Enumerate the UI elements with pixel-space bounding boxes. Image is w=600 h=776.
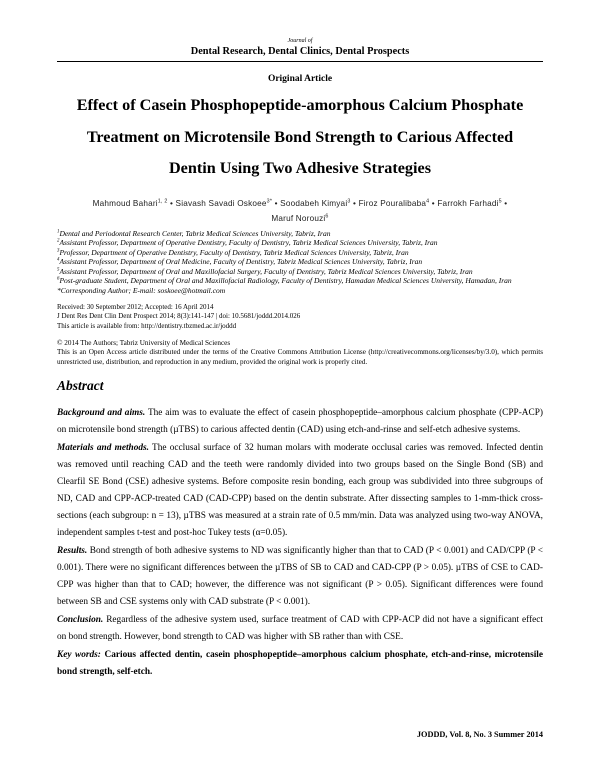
author-separator: • bbox=[353, 198, 357, 208]
author-affiliation-marker: 3* bbox=[266, 197, 273, 204]
title-line: Effect of Casein Phosphopeptide-amorphous Calcium Phosphate bbox=[76, 96, 524, 114]
abstract-keywords bbox=[57, 647, 543, 681]
abstract-results bbox=[57, 543, 543, 611]
article-title bbox=[57, 90, 543, 185]
author-affiliation-marker: 5 bbox=[498, 197, 502, 204]
section-text: The aim was to evaluate the effect of casein phosphopeptide–amorphous calcium phosphate (CPP-ACP) on microtensile bond strength (µTBS) to carious affected dentin (CAD) using etch-and-rinse and self-etch adhesive systems. bbox=[57, 407, 543, 435]
abstract-background bbox=[57, 405, 543, 439]
affiliation-list bbox=[57, 229, 543, 296]
journal-prefix: Journal of bbox=[287, 38, 313, 44]
affiliation bbox=[57, 229, 543, 239]
author-affiliation-marker: 3 bbox=[347, 197, 351, 204]
keywords-text: Carious affected dentin, casein phosphopeptide–amorphous calcium phosphate, etch-and-rinse, microtensile bond strength, self-etch. bbox=[57, 649, 543, 677]
author bbox=[359, 199, 430, 208]
publication-info bbox=[57, 303, 543, 332]
author-affiliation-marker: 1, 2 bbox=[157, 197, 168, 204]
author-separator: • bbox=[169, 198, 174, 208]
affiliation-text: Professor, Department of Operative Dentistry, Faculty of Dentistry, Tabriz Medical Sciences University, Tabriz, Iran bbox=[59, 247, 409, 257]
abstract-conclusion bbox=[57, 612, 543, 646]
affiliation-marker: 4 bbox=[57, 257, 60, 263]
affiliation-marker: 6 bbox=[57, 276, 60, 282]
section-text: Bond strength of both adhesive systems to ND was significantly higher than that to CAD (P < 0.001) and CAD/CPP (P < 0.001). There were no significant differences between the µTBS of SB to CAD and CAD-CPP (P > 0.05). µTBS of CSE to CAD-CPP was higher than that to CAD; however, the difference was not significant (P > 0.05). Significant differences were found between SB and CSE systems only with CAD substrate (P < 0.001). bbox=[57, 545, 543, 607]
author-separator: • bbox=[274, 198, 278, 208]
section-label: Background and aims. bbox=[57, 407, 146, 418]
availability-url: This article is available from: http://dentistry.tbzmed.ac.ir/joddd bbox=[57, 321, 237, 330]
affiliation-marker: 2 bbox=[57, 238, 60, 244]
license-text: This is an Open Access article distributed under the terms of the Creative Commons Attribution License (http://creativecommons.org/licenses/by/3.0), which permits unrestricted use, distribution, and reproduction in any medium, provided the original work is properly cited. bbox=[57, 348, 543, 366]
author-name: Soodabeh Kimyai bbox=[280, 198, 348, 208]
author-name: Firoz Pouralibaba bbox=[358, 198, 427, 208]
header-rule bbox=[57, 61, 543, 62]
corresponding-author: *Corresponding Author; E-mail: soskoee@hotmail.com bbox=[57, 286, 226, 296]
author-affiliation-marker: 4 bbox=[426, 197, 430, 204]
author-list bbox=[57, 196, 543, 226]
received-accepted-dates: Received: 30 September 2012; Accepted: 16 April 2014 bbox=[57, 302, 214, 311]
citation-doi: J Dent Res Dent Clin Dent Prospect 2014; 8(3):141-147 | doi: 10.5681/joddd.2014.026 bbox=[57, 312, 301, 321]
title-line: Dentin Using Two Adhesive Strategies bbox=[168, 159, 431, 177]
author-affiliation-marker: 6 bbox=[325, 212, 329, 219]
affiliation-marker: 1 bbox=[57, 229, 60, 234]
keywords-label: Key words: bbox=[57, 649, 101, 660]
abstract-body bbox=[57, 405, 543, 682]
author-separator: • bbox=[504, 198, 508, 208]
author bbox=[271, 214, 328, 223]
section-label: Results. bbox=[57, 545, 88, 556]
abstract-heading: Abstract bbox=[57, 378, 104, 393]
affiliation bbox=[57, 248, 543, 258]
affiliation-marker: 5 bbox=[57, 267, 60, 273]
author-name: Mahmoud Bahari bbox=[92, 198, 158, 208]
title-line: Treatment on Microtensile Bond Strength to Carious Affected bbox=[86, 127, 514, 146]
affiliation-text: Assistant Professor, Department of Oral Medicine, Faculty of Dentistry, Tabriz Medical Sciences University, Tabriz, Iran bbox=[59, 257, 423, 267]
section-text: Regardless of the adhesive system used, surface treatment of CAD with CPP-ACP did not have a significant effect on bond strength. However, bond strength to CAD was higher with SB rather than with CSE. bbox=[57, 614, 543, 642]
affiliation bbox=[57, 257, 543, 267]
license-block bbox=[57, 339, 543, 368]
affiliation bbox=[57, 238, 543, 248]
author-name: Maruf Norouzi bbox=[271, 213, 326, 223]
section-label: Conclusion. bbox=[57, 614, 104, 625]
affiliation-text: Assistant Professor, Department of Oral and Maxillofacial Surgery, Faculty of Dentistry, Tabriz Medical Sciences University, Tabriz, Iran bbox=[59, 266, 473, 276]
affiliation bbox=[57, 276, 543, 286]
copyright-line: © 2014 The Authors; Tabriz University of Medical Sciences bbox=[57, 338, 231, 347]
abstract-methods bbox=[57, 440, 543, 542]
author bbox=[280, 199, 350, 208]
affiliation-text: Post-graduate Student, Department of Oral and Maxillofacial Radiology, Faculty of Dentistry, Hamadan Medical Sciences University, Hamadan, Iran bbox=[59, 276, 512, 286]
author-separator: • bbox=[431, 198, 435, 208]
affiliation-text: Assistant Professor, Department of Operative Dentistry, Faculty of Dentistry, Tabriz Medical Sciences University, Tabriz, Iran bbox=[59, 238, 438, 248]
author-name: Siavash Savadi Oskoee bbox=[175, 198, 267, 208]
affiliation-text: Dental and Periodontal Research Center, Tabriz Medical Sciences University, Tabriz, Iran bbox=[59, 228, 331, 238]
journal-issue-footer: JODDD, Vol. 8, No. 3 Summer 2014 bbox=[416, 730, 543, 739]
section-text: The occlusal surface of 32 human molars with moderate occlusal caries was removed. Infected dentin was removed until reaching CAD and the teeth were randomly divided into two groups based on the Single Bond (SB) and Clearfil SE Bond (CSE) adhesive systems. Before composite resin bonding, each group was subdivided into three subgroups of ND, CAD and CPP-ACP-treated CAD (CAD-CPP) based on the dentin substrate. After dissecting samples to 1-mm-thick cross-sections (each subgroup: n = 13), µTBS was measured at a strain rate of 0.5 mm/min. Data was analyzed using two-way ANOVA, independent samples t-test and post-hoc Tukey tests (α=0.05). bbox=[57, 442, 543, 538]
affiliation-marker: 3 bbox=[57, 248, 60, 254]
author bbox=[93, 199, 168, 208]
article-type: Original Article bbox=[267, 74, 333, 84]
author bbox=[176, 199, 273, 208]
author-name: Farrokh Farhadi bbox=[437, 198, 499, 208]
affiliation bbox=[57, 267, 543, 277]
author bbox=[437, 199, 501, 208]
journal-name: Dental Research, Dental Clinics, Dental Prospects bbox=[190, 46, 410, 57]
section-label: Materials and methods. bbox=[57, 442, 149, 453]
